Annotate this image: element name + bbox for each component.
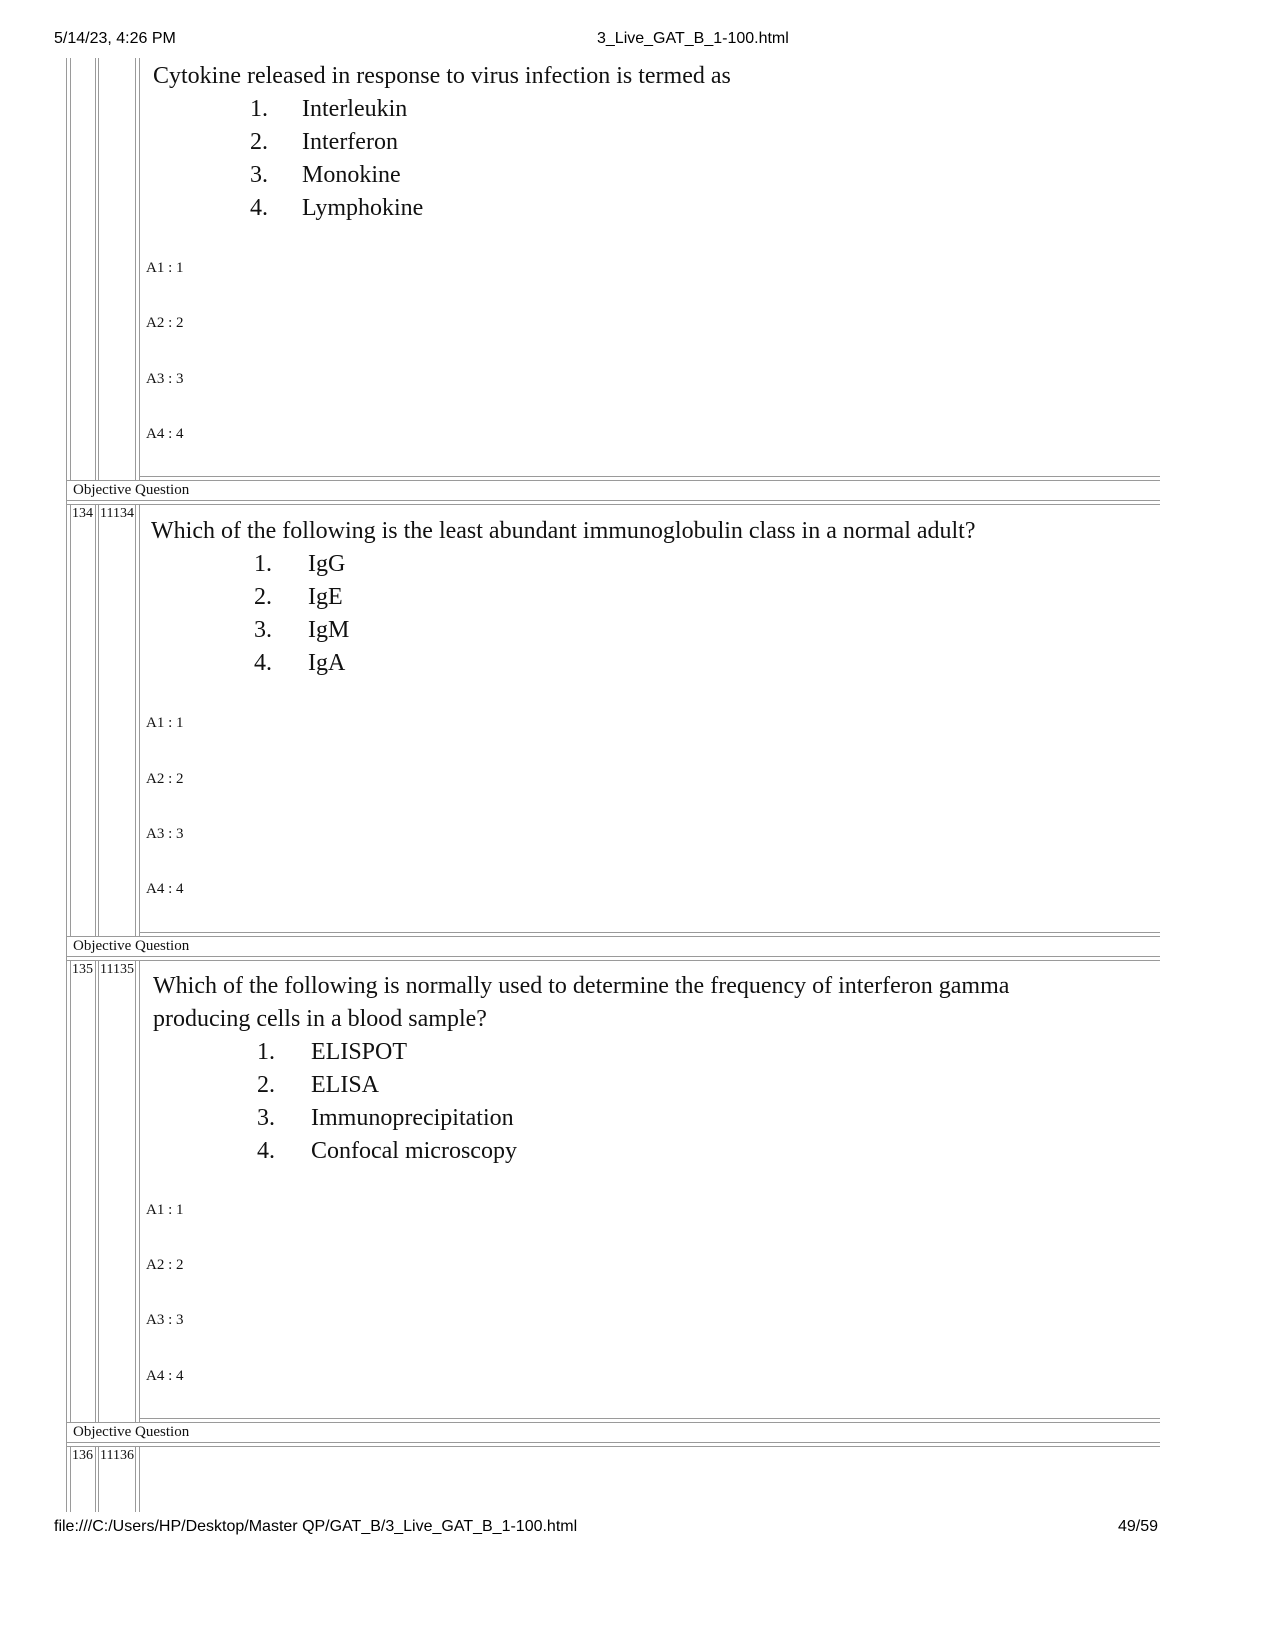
option-text: IgE [308, 584, 343, 610]
option-text: Interleukin [302, 96, 408, 122]
section-label: Objective Question [73, 1424, 190, 1440]
option-number: 4. [250, 195, 268, 221]
answer-key: A1 : 1 [146, 260, 184, 276]
answer-key: A3 : 3 [146, 1312, 184, 1328]
answer-key: A2 : 2 [146, 771, 184, 787]
option-number: 1. [254, 551, 272, 577]
option-text: Lymphokine [302, 195, 424, 221]
option-text: ELISA [311, 1072, 379, 1098]
answer-key: A2 : 2 [146, 1257, 184, 1273]
print-page-number: 49/59 [1118, 1518, 1159, 1535]
question-id: 11135 [100, 962, 134, 977]
option-number: 1. [250, 96, 268, 122]
answer-key: A4 : 4 [146, 1368, 184, 1384]
option-text: IgG [308, 551, 346, 577]
option-text: Immunoprecipitation [311, 1105, 514, 1131]
question-stem: Which of the following is the least abundant immunoglobulin class in a normal adult? [151, 518, 976, 544]
question-stem: Which of the following is normally used to determine the frequency of interferon gamma [153, 973, 1010, 999]
question-serial: 136 [72, 1448, 93, 1463]
option-number: 3. [257, 1105, 275, 1131]
print-doc-title: 3_Live_GAT_B_1-100.html [597, 30, 789, 47]
print-file-path: file:///C:/Users/HP/Desktop/Master QP/GAT_B/3_Live_GAT_B_1-100.html [54, 1518, 578, 1535]
option-text: ELISPOT [311, 1039, 407, 1065]
question-stem-continued: producing cells in a blood sample? [153, 1006, 487, 1032]
option-number: 4. [257, 1138, 275, 1164]
answer-key: A2 : 2 [146, 315, 184, 331]
option-number: 2. [250, 129, 268, 155]
option-number: 2. [257, 1072, 275, 1098]
answer-key: A1 : 1 [146, 1202, 184, 1218]
question-id: 11136 [100, 1448, 134, 1463]
question-serial: 135 [72, 962, 93, 977]
answer-key: A1 : 1 [146, 715, 184, 731]
option-text: Confocal microscopy [311, 1138, 517, 1164]
section-label: Objective Question [73, 482, 190, 498]
answer-key: A3 : 3 [146, 371, 184, 387]
question-serial: 134 [72, 506, 93, 521]
option-number: 3. [254, 617, 272, 643]
question-stem: Cytokine released in response to virus infection is termed as [153, 63, 731, 89]
answer-key: A4 : 4 [146, 426, 184, 442]
option-text: Monokine [302, 162, 401, 188]
print-datetime: 5/14/23, 4:26 PM [54, 30, 176, 47]
option-text: IgA [308, 650, 346, 676]
option-number: 3. [250, 162, 268, 188]
option-text: Interferon [302, 129, 398, 155]
option-number: 1. [257, 1039, 275, 1065]
answer-key: A4 : 4 [146, 881, 184, 897]
option-number: 4. [254, 650, 272, 676]
answer-key: A3 : 3 [146, 826, 184, 842]
question-id: 11134 [100, 506, 134, 521]
section-label: Objective Question [73, 938, 190, 954]
option-number: 2. [254, 584, 272, 610]
option-text: IgM [308, 617, 350, 643]
